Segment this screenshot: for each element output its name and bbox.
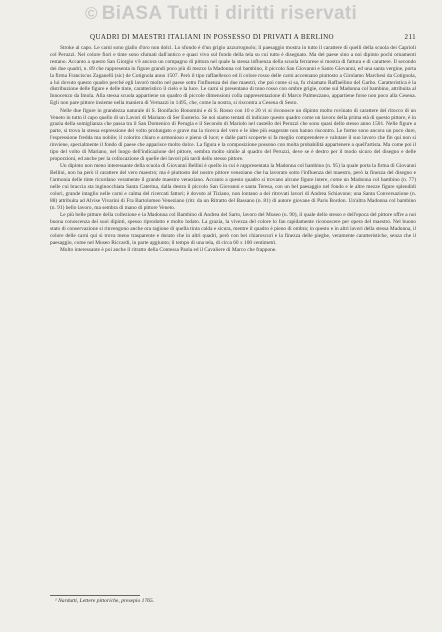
footnote-divider [50, 595, 140, 596]
watermark-text: BiASA Tutti i diritti riservati [101, 3, 358, 24]
copyright-icon: © [84, 4, 98, 23]
running-header [50, 33, 416, 45]
paragraph: Un dipinto non meno interessante della scuola di Giovanni Bellini è quello in cui è rappresentata la Madonna col bambino (n. 95) la quale porta la firma di Giovanni Bellini, non ha però il carattere del vero maestro; ma è piuttosto del nostro pittore veneziano che ha lavorato sotto l'influenza del maestro, però la finezza del disegno e l'armonia delle tinte ricordano veramente il grande maestro veneziano. Accanto a questo quadro si trovano alcune figure intere, come un Madonna col bambino (n. 77) nelle cui braccia sta inginocchiata Santa Caterina, dalla destra il piccolo San Giovanni e santa Teresa, con un bel paesaggio nel fondo e le altre mezze figure splendidi colori, grande intaglio nelle carni e calma del ricercati fattori; è dovuto al Tiziano, non lontano a dei ritrovati lavori di Andrea Schiavone; una Santa Conversazione (n. 88) attribuita ad Alvise Vivarini di Fra Bartolomeo Veneziano (ritr. da un Ritratto del Bassano (n. 81) di autore giovane di Paris Bordon. Un'altra Madonna col bambino (n. 91) bello lavoro, ma sembra di mano di pittore Veneto. [50, 163, 416, 211]
header-title: QUADRI DI MAESTRI ITALIANI IN POSSESSO DI PRIVATI A BERLINO [90, 33, 335, 41]
page-number: 211 [404, 33, 416, 41]
paragraph: Molto interessante è poi anche il ritratto della Contessa Paola ed il Cavaliere di Marco che frappone. [60, 247, 277, 254]
footnote: ¹ Nardutti, Lettere pittoriche, presepio 1765. [55, 598, 155, 604]
paragraph: Stroke al capo. Le carni sono giallo d'oro non dolci. Lo sfondo è d'un grigio azzurrognolo; il paesaggio mostra in tutto il carattere di quelli della scuola dei Caprioli col Peruzzi. Nel colore fiori e tinte sono sfumati dall'antico e quasi vivo sul fondo della tela su cui tutto è disegnato. Ma del paese sino a noi dipinto pochi ornamenti restano. Accanto a questo San Giorgio v'è ancora un compagno di pittura nel quale la stessa influenza della scuola ferrarese si mostra di fattura e di carattere. Il secondo dei due quadri, n. 89 che rappresenta in figure grandi poco più di mezzo la Madonna col bambino, il piccolo San Giovanni e Santo Giovanni, ed una santa vergine, porta la firma Franciscus Zaganelli (sic) de Cotignola anno 1507. Però il tipo raffaellesco ed il colore rosso delle carni accennano piuttosto a Girolamo Marchesi da Cotignola, a lui dovuto questo quadro perché egli lavorò molto nel paese sotto l'influenza dei due maestri, che poi come si sa, fu chiamato Raffaellino del Garbo. Caratteristica è la distribuzione delle figure e delle tinte, caratteristico il cielo e la luce. Le carni si presentano di tono rosso con ombre grigie, come sul Madonna col bambino, attribuita al Innocenzo da Imola. Alla stessa scuola appartiene un quadro di piccole dimensioni colla rappresentazione di Marco Palmezzano, appartiene forse non poco alla Cesena. Egli non pare pittore insieme nella maniera di Vernazzi in 1495, che, come la nostra, si riscontra a Cesena di Sesto. [50, 45, 416, 107]
paragraph: Nelle due figure in grandezza naturale di S. Bonifacio Bonomini e di S. Rosso con 10 e 20 vi si riconosce un dipinto molto rovinato di carattere del ritocco di un Veneto in tutto il capo quello di un Lavori di Mariano di Ser Eusterio. Se noi siamo tentati di indicare questo quadro come un lavoro della prima età di questo pittore, è in grazia della somiglianza che passa tra il San Domenico di Perugia e il Secondo di Mariolo nel castello dei Peruzzi che sono quasi dello stesso anno 1501. Nelle figure a parte, si trova la stessa espressione del volto prolungato e grave ma la ricerca del vero e le idee più esagerate non hanno riscontro. Le forme sono ancora un poco dure, l'espressione fredda ma nobile; il colorito chiaro e armonioso e pieno di luce; e dalle parti scoperte si fa meglio comprendere e valutare il suo lavoro che fin qui non si rinviene, specialmente il fondo di paese che apparisce molto dolce. La figura e la composizione possono con molta probabilità appartenere a quell'artista. Ma come poi il tipo del volto di Mariano, nel luogo dell'indicazione del pittore, sembra molto simile al quadro del Peruzzi, deve se è destro per il modo sicuro del disegno e delle proporzioni, ed anche per la collocazione di quelle dei lavori più tardi dello stesso pittore. [50, 107, 416, 162]
watermark [0, 0, 442, 28]
body-text [50, 45, 416, 254]
paragraph: Le più belle pitture della collezione e la Madonna col Bambino di Andrea del Sarto, lavoro del Museo (n. 90), il quale dello stesso e dell'epoca del pittore offre a noi buona conoscenza dei suoi dipinti, spesso riprodotto e molto lodato. La grazia, la vivezza del colore lo fan rapidamente riconoscere per opera del maestro. Nel buono stato di conservazione si rinvengono anche ora ragione di quella tinta calda e sicura, mentre il quadro è pieno di ombra; in questo e in altri lavori della stessa Madonna, il colore delle carni qui si trova meno trasparente e dorato che in altri quadri, però con bei chiaroscuri e la finezza delle pieghe, veramente caratteristiche, senza che il paesaggio, come nel Museo Riccardi, in parte aggiunto; il tempo di una tela, di circa 60 x 100 centimetri. [50, 212, 416, 246]
